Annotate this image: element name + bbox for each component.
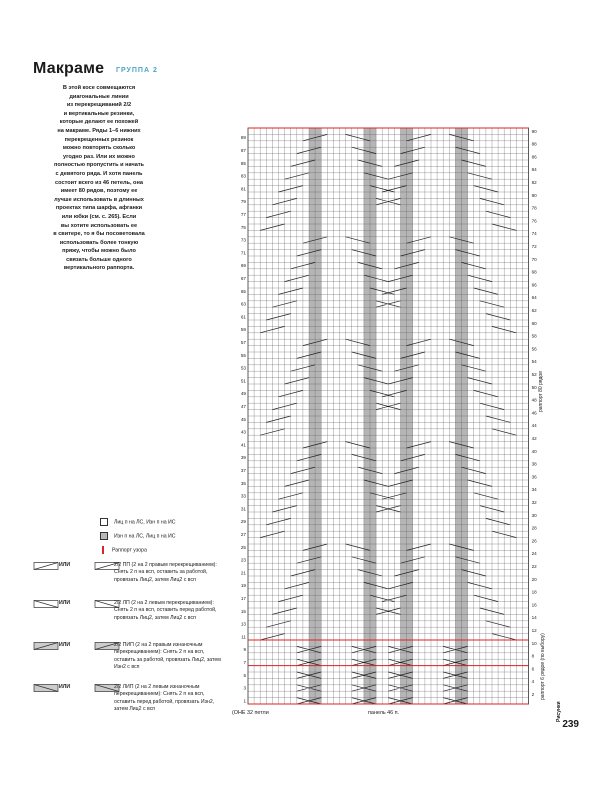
row-number-right: 8 (531, 653, 535, 659)
row-number-right: 86 (531, 154, 537, 160)
row-number-left: 23 (240, 557, 246, 563)
row-number-right: 6 (531, 666, 535, 672)
intro-line: которые делают ее похожей (59, 119, 139, 126)
intro-line: состоит всего из 46 петель, она (55, 179, 143, 186)
row-number-right: 50 (531, 384, 537, 390)
row-number-right: 60 (531, 320, 537, 326)
row-number-left: 19 (240, 583, 246, 589)
row-number-left: 17 (240, 596, 246, 601)
row-number-right: 62 (531, 308, 537, 313)
row-number-left: 45 (240, 416, 246, 422)
or-label: ИЛИ (59, 642, 71, 648)
intro-line: имеет 80 рядов, поэтому ее (60, 188, 138, 195)
intro-line: связать больше одного (66, 256, 132, 263)
legend-purl: Изн п на ЛС, Лиц п на ИС (100, 532, 176, 541)
row-number-left: 85 (240, 160, 246, 166)
intro-line: и вертикальные резинки, (63, 110, 135, 117)
row-number-right: 82 (531, 180, 537, 185)
chart-footer-left: (ОНЕ 32 петли (232, 710, 269, 716)
row-number-left: 3 (243, 685, 246, 691)
row-number-right: 58 (531, 333, 537, 339)
row-number-left: 65 (240, 288, 246, 294)
intro-line: полностью пропустить и начать (53, 162, 145, 169)
row-number-left: 57 (240, 340, 246, 345)
or-label: ИЛИ (59, 684, 71, 690)
row-number-left: 47 (240, 404, 246, 409)
section-label: Рисунки (556, 701, 562, 722)
knitting-chart (230, 126, 540, 731)
row-number-left: 25 (240, 544, 246, 550)
row-number-left: 43 (240, 429, 246, 435)
row-number-right: 12 (531, 628, 537, 633)
row-number-left: 37 (240, 468, 246, 473)
row-number-right: 2 (531, 692, 535, 697)
page-number: 239 (562, 719, 579, 730)
row-number-left: 5 (243, 672, 246, 678)
intro-line: из перекрещиваний 2/2 (66, 102, 132, 109)
row-number-left: 63 (240, 301, 246, 307)
row-number-left: 81 (240, 186, 246, 192)
row-number-left: 41 (240, 442, 246, 448)
row-number-left: 55 (240, 352, 246, 358)
row-number-left: 29 (240, 519, 246, 525)
row-number-left: 75 (240, 224, 246, 230)
row-number-right: 72 (531, 244, 537, 249)
row-number-left: 1 (243, 698, 246, 704)
row-number-right: 80 (531, 192, 537, 198)
intro-line: вы хотите использовать ее (60, 222, 138, 229)
intro-line: перекрещенных резинок (64, 136, 134, 143)
row-number-right: 22 (531, 564, 537, 569)
row-number-right: 28 (531, 525, 537, 531)
row-number-left: 61 (240, 314, 246, 320)
repeat-label-short: раппорт 6 рядов (по выбору) (540, 633, 546, 700)
purl-swatch-icon (100, 532, 108, 540)
row-number-left: 21 (240, 570, 246, 576)
intro-line: пряжу, чтобы можно было (62, 248, 136, 255)
repeat-label-long: раппорт 80 рядов (538, 371, 544, 412)
intro-line: В этой косе совмещаются (62, 85, 136, 91)
row-number-right: 88 (531, 141, 537, 147)
cable-symbol-icon (33, 600, 125, 608)
row-number-right: 46 (531, 410, 537, 416)
row-number-right: 68 (531, 269, 537, 275)
or-label: ИЛИ (59, 600, 71, 606)
knit-swatch-icon (100, 518, 108, 526)
intro-line: угодно раз. Или их можно (63, 153, 135, 160)
cable-description: 2/2 ПП (2 на 2 правым перекрещиванием): Снять 2 п на всп, оставить за работой, провязать Лиц2, затем Лиц2 с всп (114, 562, 217, 583)
row-number-right: 76 (531, 218, 537, 224)
cable-description: 2/2 ЛП (2 на 2 левым перекрещиванием): Снять 2 п на всп, оставить перед работой, провязать Лиц2, затем Лиц2 с всп (114, 600, 217, 621)
row-number-right: 34 (531, 487, 537, 493)
row-number-right: 66 (531, 282, 537, 288)
row-number-right: 42 (531, 436, 537, 441)
row-number-left: 73 (240, 237, 246, 243)
group-label: ГРУППА 2 (116, 67, 158, 74)
row-number-left: 11 (241, 634, 246, 640)
row-number-right: 90 (531, 128, 537, 134)
row-number-right: 48 (531, 397, 537, 403)
row-number-left: 51 (240, 378, 246, 384)
row-number-left: 31 (240, 506, 246, 512)
intro-line: с девятого ряда. И хотя панель (55, 170, 143, 177)
row-number-left: 35 (240, 480, 246, 486)
row-number-left: 15 (240, 608, 246, 614)
row-number-left: 77 (240, 212, 246, 217)
row-number-left: 39 (240, 455, 246, 461)
cable-symbol-icon (33, 684, 125, 692)
cable-symbol-icon (33, 642, 125, 650)
row-number-left: 87 (240, 148, 246, 153)
row-number-left: 89 (240, 135, 246, 141)
intro-line: на макраме. Ряды 1–6 нижних (57, 127, 141, 134)
intro-line: можно повторять сколько (62, 145, 136, 152)
intro-line: лучше использовать в длинных (54, 196, 144, 203)
row-number-right: 56 (531, 346, 537, 352)
row-number-left: 69 (240, 263, 246, 269)
row-number-left: 13 (240, 621, 246, 627)
intro-text (33, 84, 165, 273)
row-number-left: 79 (240, 199, 246, 205)
row-number-left: 27 (240, 532, 246, 537)
row-number-right: 32 (531, 500, 537, 505)
page-title: Макраме (33, 60, 105, 77)
or-label: ИЛИ (59, 562, 71, 568)
row-number-left: 53 (240, 365, 246, 371)
legend-repeat: Раппорт узора (100, 546, 147, 555)
intro-line: вертикального раппорта. (63, 265, 135, 272)
intro-line: или юбки (см. с. 265). Если (61, 213, 137, 220)
row-number-left: 83 (240, 173, 246, 179)
row-number-right: 74 (531, 231, 537, 237)
row-number-right: 16 (531, 602, 537, 608)
row-number-right: 24 (531, 551, 537, 557)
cable-symbol-icon (33, 562, 125, 570)
row-number-right: 36 (531, 474, 537, 480)
repeat-line-icon (102, 546, 104, 554)
row-number-left: 59 (240, 327, 246, 333)
row-number-right: 30 (531, 512, 537, 518)
cable-description: 2/2 ПИП (2 на 2 правым изнаночным перекрещиванием): Снять 2 п на всп, оставить за работой, провязать Лиц2, затем Изн2 с всп (114, 642, 221, 671)
row-number-right: 64 (531, 295, 537, 301)
row-number-right: 26 (531, 538, 537, 544)
row-number-right: 84 (531, 167, 537, 173)
row-number-right: 10 (531, 640, 537, 646)
intro-line: диагональные линии (69, 93, 129, 100)
row-number-right: 40 (531, 448, 537, 454)
row-number-right: 54 (531, 359, 537, 365)
row-number-left: 9 (243, 647, 246, 653)
row-number-right: 18 (531, 589, 537, 595)
row-number-left: 71 (240, 250, 246, 256)
row-number-left: 67 (240, 276, 246, 281)
row-number-right: 4 (531, 679, 535, 685)
row-number-left: 33 (240, 493, 246, 499)
chart-footer-center: панель 46 п. (368, 710, 400, 716)
row-number-left: 49 (240, 391, 246, 397)
intro-line: использовать более тонкую (59, 239, 139, 246)
row-number-left: 7 (243, 660, 246, 665)
intro-line: проектах типа шарфа, афганки (55, 205, 143, 212)
row-number-right: 38 (531, 461, 537, 467)
row-number-right: 78 (531, 205, 537, 211)
row-number-right: 20 (531, 576, 537, 582)
intro-line: в свитере, то я бы посоветовала (53, 231, 145, 238)
row-number-right: 70 (531, 256, 537, 262)
row-number-right: 14 (531, 615, 537, 621)
legend-knit: Лиц п на ЛС, Изн п на ИС (100, 518, 176, 527)
row-number-right: 52 (531, 372, 537, 377)
cable-description: 2/2 ЛИП (2 на 2 левым изнаночным перекрещиванием): Снять 2 п на всп, оставить перед работой, провязать Изн2, затем Лиц2 с всп (114, 684, 215, 713)
chart-svg (230, 126, 540, 726)
row-number-right: 44 (531, 423, 537, 429)
